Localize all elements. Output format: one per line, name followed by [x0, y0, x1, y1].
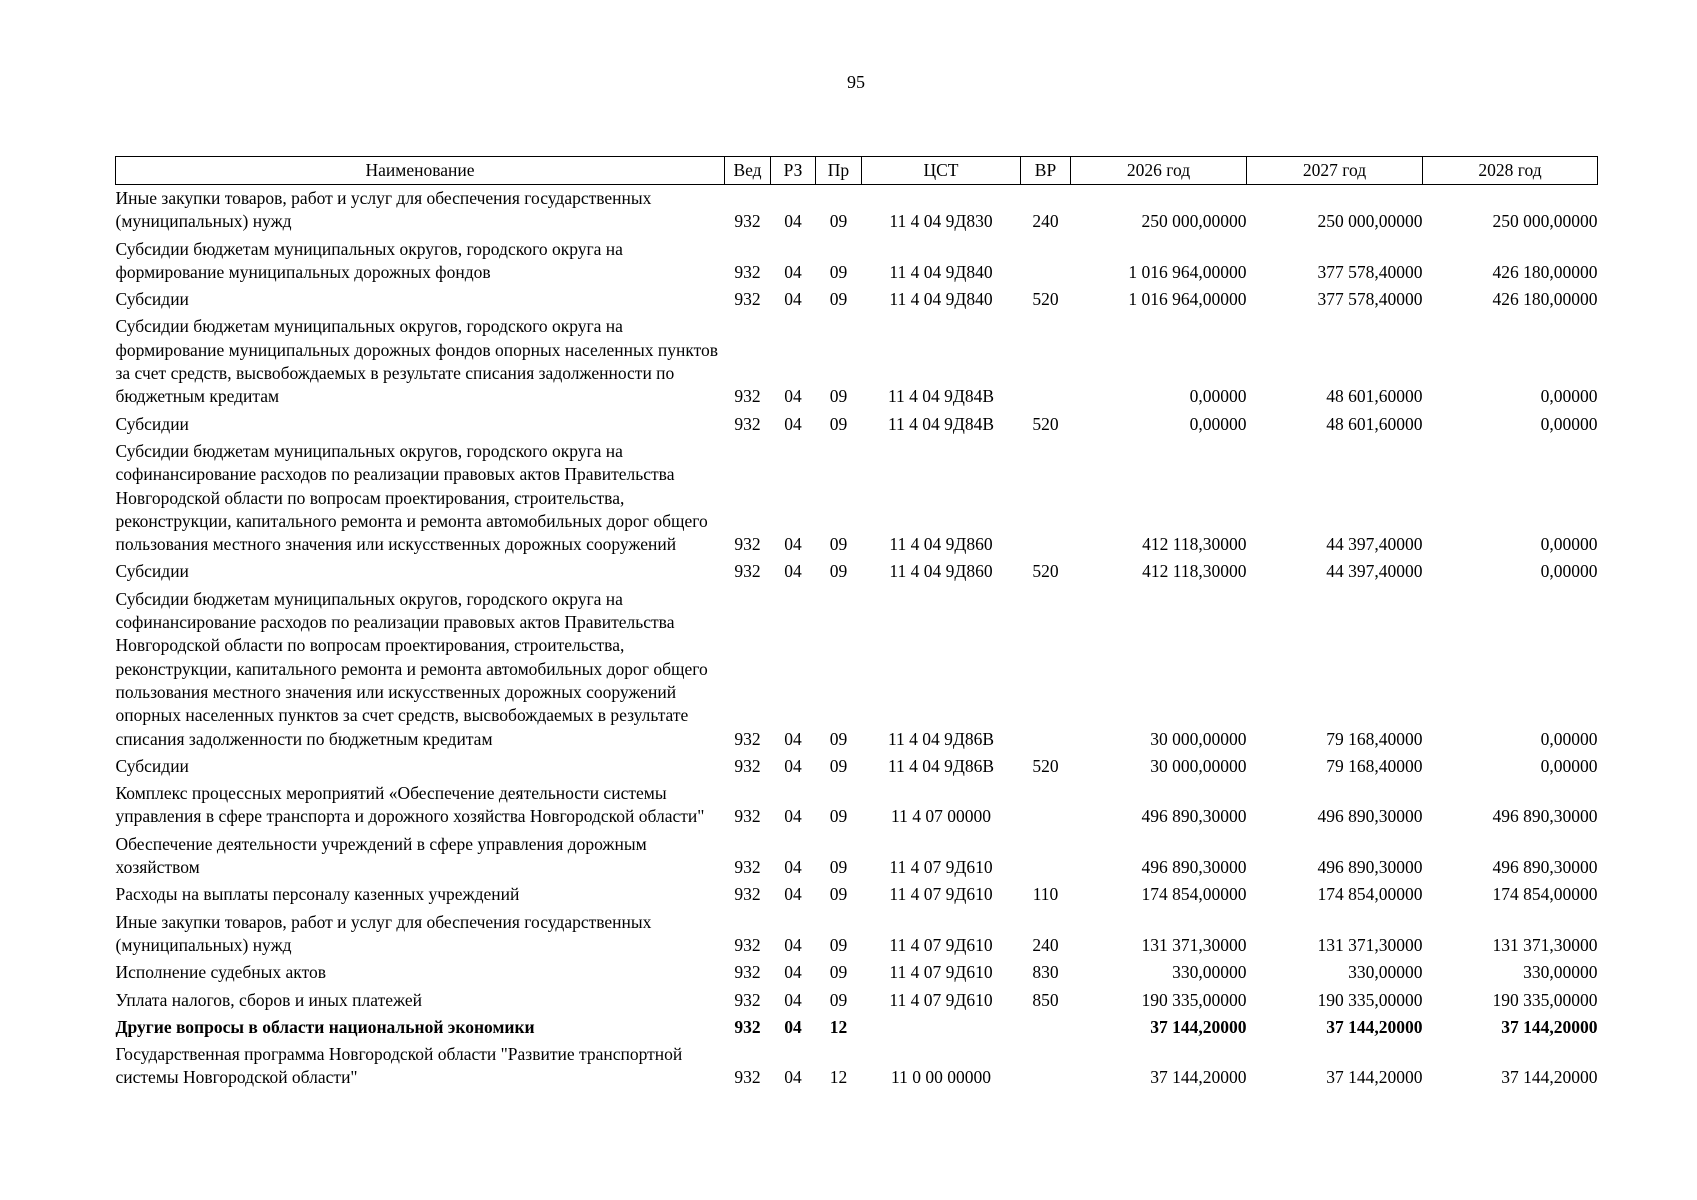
table-row	[116, 313, 1598, 410]
cell-rz: 04	[784, 857, 802, 878]
cell-cst: 11 4 07 9Д610	[889, 857, 993, 878]
cell-2027: 496 890,30000	[1317, 806, 1423, 827]
cell-2027: 377 578,40000	[1317, 261, 1423, 282]
table-header-row	[116, 157, 1598, 185]
cell-cst: 11 4 04 9Д830	[889, 211, 993, 232]
cell-pr: 09	[829, 857, 848, 878]
cell-ved: 932	[734, 534, 761, 555]
cell-name: Комплекс процессных мероприятий «Обеспечение деятельности системы управления в сфере транспорта и дорожного хозяйства Новгородской области"	[115, 783, 705, 827]
cell-name: Обеспечение деятельности учреждений в сфере управления дорожным хозяйством	[115, 833, 647, 878]
table-row	[116, 411, 1598, 438]
cell-pr: 12	[829, 1067, 848, 1088]
cell-rz: 04	[784, 261, 802, 282]
cell-2027: 79 168,40000	[1326, 755, 1423, 776]
cell-2026: 330,00000	[1172, 962, 1247, 983]
cell-vr: 850	[1032, 989, 1059, 1010]
header-pr: Пр	[816, 157, 862, 185]
cell-2026: 30 000,00000	[1150, 728, 1247, 749]
cell-vr: 520	[1032, 289, 1059, 310]
cell-ved: 932	[734, 962, 761, 983]
cell-pr: 12	[829, 1016, 848, 1037]
cell-ved: 932	[734, 1016, 761, 1037]
cell-pr: 09	[829, 962, 848, 983]
cell-vr	[1021, 236, 1071, 287]
cell-cst: 11 4 04 9Д84В	[887, 386, 995, 407]
cell-2027: 37 144,20000	[1326, 1067, 1423, 1088]
cell-name: Субсидии	[115, 413, 189, 434]
cell-vr	[1021, 313, 1071, 410]
cell-2028: 250 000,00000	[1492, 211, 1598, 232]
header-ved: Вед	[725, 157, 771, 185]
cell-ved: 932	[734, 413, 761, 434]
table-row	[116, 558, 1598, 585]
cell-2027: 190 335,00000	[1317, 989, 1423, 1010]
cell-vr: 520	[1032, 561, 1059, 582]
cell-ved: 932	[734, 561, 761, 582]
cell-2028: 190 335,00000	[1492, 989, 1598, 1010]
cell-rz: 04	[784, 962, 802, 983]
cell-2027: 496 890,30000	[1317, 857, 1423, 878]
cell-vr	[1021, 586, 1071, 753]
cell-2028: 496 890,30000	[1492, 857, 1598, 878]
cell-vr: 520	[1032, 413, 1059, 434]
header-2027: 2027 год	[1247, 157, 1423, 185]
cell-ved: 932	[734, 857, 761, 878]
cell-2027: 174 854,00000	[1317, 884, 1423, 905]
cell-pr: 09	[829, 934, 848, 955]
cell-2028: 0,00000	[1540, 755, 1598, 776]
cell-cst: 11 4 04 9Д860	[889, 534, 993, 555]
cell-vr: 520	[1032, 755, 1059, 776]
cell-ved: 932	[734, 884, 761, 905]
cell-2028: 0,00000	[1540, 728, 1598, 749]
cell-pr: 09	[829, 413, 848, 434]
cell-pr: 09	[829, 261, 848, 282]
cell-rz: 04	[784, 413, 802, 434]
cell-cst: 11 4 04 9Д84В	[887, 413, 995, 434]
cell-2028: 330,00000	[1523, 962, 1598, 983]
cell-name: Субсидии	[115, 755, 189, 776]
cell-cst: 11 4 04 9Д86В	[887, 728, 995, 749]
cell-2028: 0,00000	[1540, 386, 1598, 407]
table-body	[116, 185, 1598, 1092]
cell-vr	[1021, 831, 1071, 882]
cell-vr: 830	[1032, 962, 1059, 983]
cell-2028: 0,00000	[1540, 534, 1598, 555]
table-row	[116, 987, 1598, 1014]
cell-2027: 44 397,40000	[1326, 534, 1423, 555]
cell-cst: 11 4 04 9Д860	[889, 561, 993, 582]
table-row	[116, 780, 1598, 831]
cell-2028: 0,00000	[1540, 413, 1598, 434]
header-vr: ВР	[1021, 157, 1071, 185]
cell-name: Субсидии бюджетам муниципальных округов, городского округа на формирование муниципальных дорожных фондов опорных населенных пунктов за счет средств, высвобождаемых в результате списания задолженности по бюджетным кредитам	[115, 316, 719, 407]
cell-ved: 932	[734, 211, 761, 232]
table-row	[116, 185, 1598, 236]
cell-rz: 04	[784, 806, 802, 827]
cell-2027: 377 578,40000	[1317, 289, 1423, 310]
cell-2026: 0,00000	[1189, 413, 1247, 434]
cell-2028: 37 144,20000	[1501, 1067, 1598, 1088]
table-row	[116, 1014, 1598, 1041]
cell-rz: 04	[784, 728, 802, 749]
cell-cst: 11 4 04 9Д840	[889, 261, 993, 282]
cell-pr: 09	[829, 386, 848, 407]
cell-2026: 0,00000	[1189, 386, 1247, 407]
cell-name: Другие вопросы в области национальной экономики	[115, 1016, 535, 1037]
cell-2026: 174 854,00000	[1141, 884, 1247, 905]
cell-2027: 131 371,30000	[1317, 934, 1423, 955]
cell-rz: 04	[784, 289, 802, 310]
cell-2027: 48 601,60000	[1326, 413, 1423, 434]
cell-2027: 330,00000	[1348, 962, 1423, 983]
cell-2027: 79 168,40000	[1326, 728, 1423, 749]
cell-2028: 496 890,30000	[1492, 806, 1598, 827]
cell-cst: 11 4 07 9Д610	[889, 962, 993, 983]
cell-name: Иные закупки товаров, работ и услуг для обеспечения государственных (муниципальных) нужд	[115, 911, 652, 955]
table-row	[116, 286, 1598, 313]
cell-cst: 11 4 04 9Д86В	[887, 755, 995, 776]
header-cst: ЦСТ	[862, 157, 1021, 185]
cell-cst: 11 4 07 9Д610	[889, 989, 993, 1010]
cell-2028: 0,00000	[1540, 561, 1598, 582]
cell-vr	[1021, 1041, 1071, 1092]
cell-rz: 04	[784, 989, 802, 1010]
table-row	[116, 959, 1598, 986]
cell-rz: 04	[784, 1016, 802, 1037]
cell-2026: 131 371,30000	[1141, 934, 1247, 955]
header-2028: 2028 год	[1423, 157, 1598, 185]
cell-cst: 11 4 04 9Д840	[889, 289, 993, 310]
cell-cst: 11 4 07 9Д610	[889, 884, 993, 905]
cell-vr	[1021, 1014, 1071, 1041]
cell-2027: 250 000,00000	[1317, 211, 1423, 232]
cell-ved: 932	[734, 934, 761, 955]
cell-pr: 09	[829, 884, 848, 905]
header-2026: 2026 год	[1071, 157, 1247, 185]
cell-rz: 04	[784, 1067, 802, 1088]
cell-2026: 412 118,30000	[1142, 534, 1247, 555]
cell-pr: 09	[829, 728, 848, 749]
cell-2026: 190 335,00000	[1141, 989, 1247, 1010]
cell-pr: 09	[829, 561, 848, 582]
table-row	[116, 831, 1598, 882]
cell-pr: 09	[829, 211, 848, 232]
cell-name: Субсидии	[115, 289, 189, 310]
page-number: 95	[847, 72, 865, 92]
cell-2027: 44 397,40000	[1326, 561, 1423, 582]
cell-ved: 932	[734, 261, 761, 282]
table-row	[116, 1041, 1598, 1092]
cell-ved: 932	[734, 989, 761, 1010]
cell-2026: 412 118,30000	[1142, 561, 1247, 582]
cell-ved: 932	[734, 728, 761, 749]
cell-2028: 131 371,30000	[1492, 934, 1598, 955]
cell-ved: 932	[734, 1067, 761, 1088]
cell-rz: 04	[784, 755, 802, 776]
header-rz: РЗ	[771, 157, 816, 185]
cell-2028: 426 180,00000	[1492, 261, 1598, 282]
cell-rz: 04	[784, 934, 802, 955]
cell-name: Государственная программа Новгородской области "Развитие транспортной системы Новгородской области"	[115, 1044, 683, 1088]
cell-cst: 11 4 07 9Д610	[889, 934, 993, 955]
table-row	[116, 753, 1598, 780]
cell-2026: 37 144,20000	[1150, 1016, 1247, 1037]
cell-2027: 37 144,20000	[1326, 1016, 1423, 1037]
cell-name: Субсидии	[115, 561, 189, 582]
table-row	[116, 438, 1598, 558]
cell-2027: 48 601,60000	[1326, 386, 1423, 407]
budget-table	[115, 156, 1598, 1092]
cell-rz: 04	[784, 211, 802, 232]
cell-cst: 11 4 07 00000	[891, 806, 991, 827]
cell-2028: 174 854,00000	[1492, 884, 1598, 905]
cell-ved: 932	[734, 755, 761, 776]
cell-2028: 37 144,20000	[1501, 1016, 1598, 1037]
cell-2026: 1 016 964,00000	[1128, 261, 1247, 282]
cell-2026: 496 890,30000	[1141, 857, 1247, 878]
cell-name: Субсидии бюджетам муниципальных округов, городского округа на формирование муниципальных дорожных фондов	[115, 238, 623, 282]
cell-pr: 09	[829, 534, 848, 555]
cell-name: Субсидии бюджетам муниципальных округов, городского округа на софинансирование расходов по реализации правовых актов Правительства Новгородской области по вопросам проектирования, строительства, реконструкции, капитального ремонта и ремонта автомобильных дорог общего пользования местного значения или искусственных дорожных сооружений опорных населенных пунктов за счет средств, высвобождаемых в результате списания задолженности по бюджетным кредитам	[115, 588, 708, 749]
cell-vr: 110	[1032, 884, 1059, 905]
cell-2026: 250 000,00000	[1141, 211, 1247, 232]
cell-2026: 30 000,00000	[1150, 755, 1247, 776]
cell-cst: 11 0 00 00000	[891, 1067, 991, 1088]
cell-rz: 04	[784, 884, 802, 905]
table-row	[116, 586, 1598, 753]
cell-cst	[862, 1014, 1021, 1041]
cell-rz: 04	[784, 561, 802, 582]
cell-vr	[1021, 438, 1071, 558]
cell-vr: 240	[1032, 934, 1059, 955]
cell-ved: 932	[734, 289, 761, 310]
cell-pr: 09	[829, 806, 848, 827]
header-name: Наименование	[116, 157, 725, 185]
cell-rz: 04	[784, 386, 802, 407]
cell-2026: 496 890,30000	[1141, 806, 1247, 827]
table-row	[116, 236, 1598, 287]
cell-name: Субсидии бюджетам муниципальных округов, городского округа на софинансирование расходов по реализации правовых актов Правительства Новгородской области по вопросам проектирования, строительства, реконструкции, капитального ремонта и ремонта автомобильных дорог общего пользования местного значения или искусственных дорожных сооружений	[115, 440, 708, 555]
cell-vr	[1021, 780, 1071, 831]
cell-2026: 37 144,20000	[1150, 1067, 1247, 1088]
cell-rz: 04	[784, 534, 802, 555]
cell-name: Расходы на выплаты персоналу казенных учреждений	[115, 884, 520, 905]
cell-name: Иные закупки товаров, работ и услуг для обеспечения государственных (муниципальных) нужд	[115, 188, 652, 232]
cell-pr: 09	[829, 289, 848, 310]
cell-pr: 09	[829, 989, 848, 1010]
cell-vr: 240	[1032, 211, 1059, 232]
cell-name: Уплата налогов, сборов и иных платежей	[115, 989, 422, 1010]
cell-2028: 426 180,00000	[1492, 289, 1598, 310]
cell-2026: 1 016 964,00000	[1128, 289, 1247, 310]
cell-ved: 932	[734, 386, 761, 407]
table-row	[116, 881, 1598, 908]
cell-name: Исполнение судебных актов	[115, 962, 327, 983]
table-row	[116, 909, 1598, 960]
cell-ved: 932	[734, 806, 761, 827]
cell-pr: 09	[829, 755, 848, 776]
